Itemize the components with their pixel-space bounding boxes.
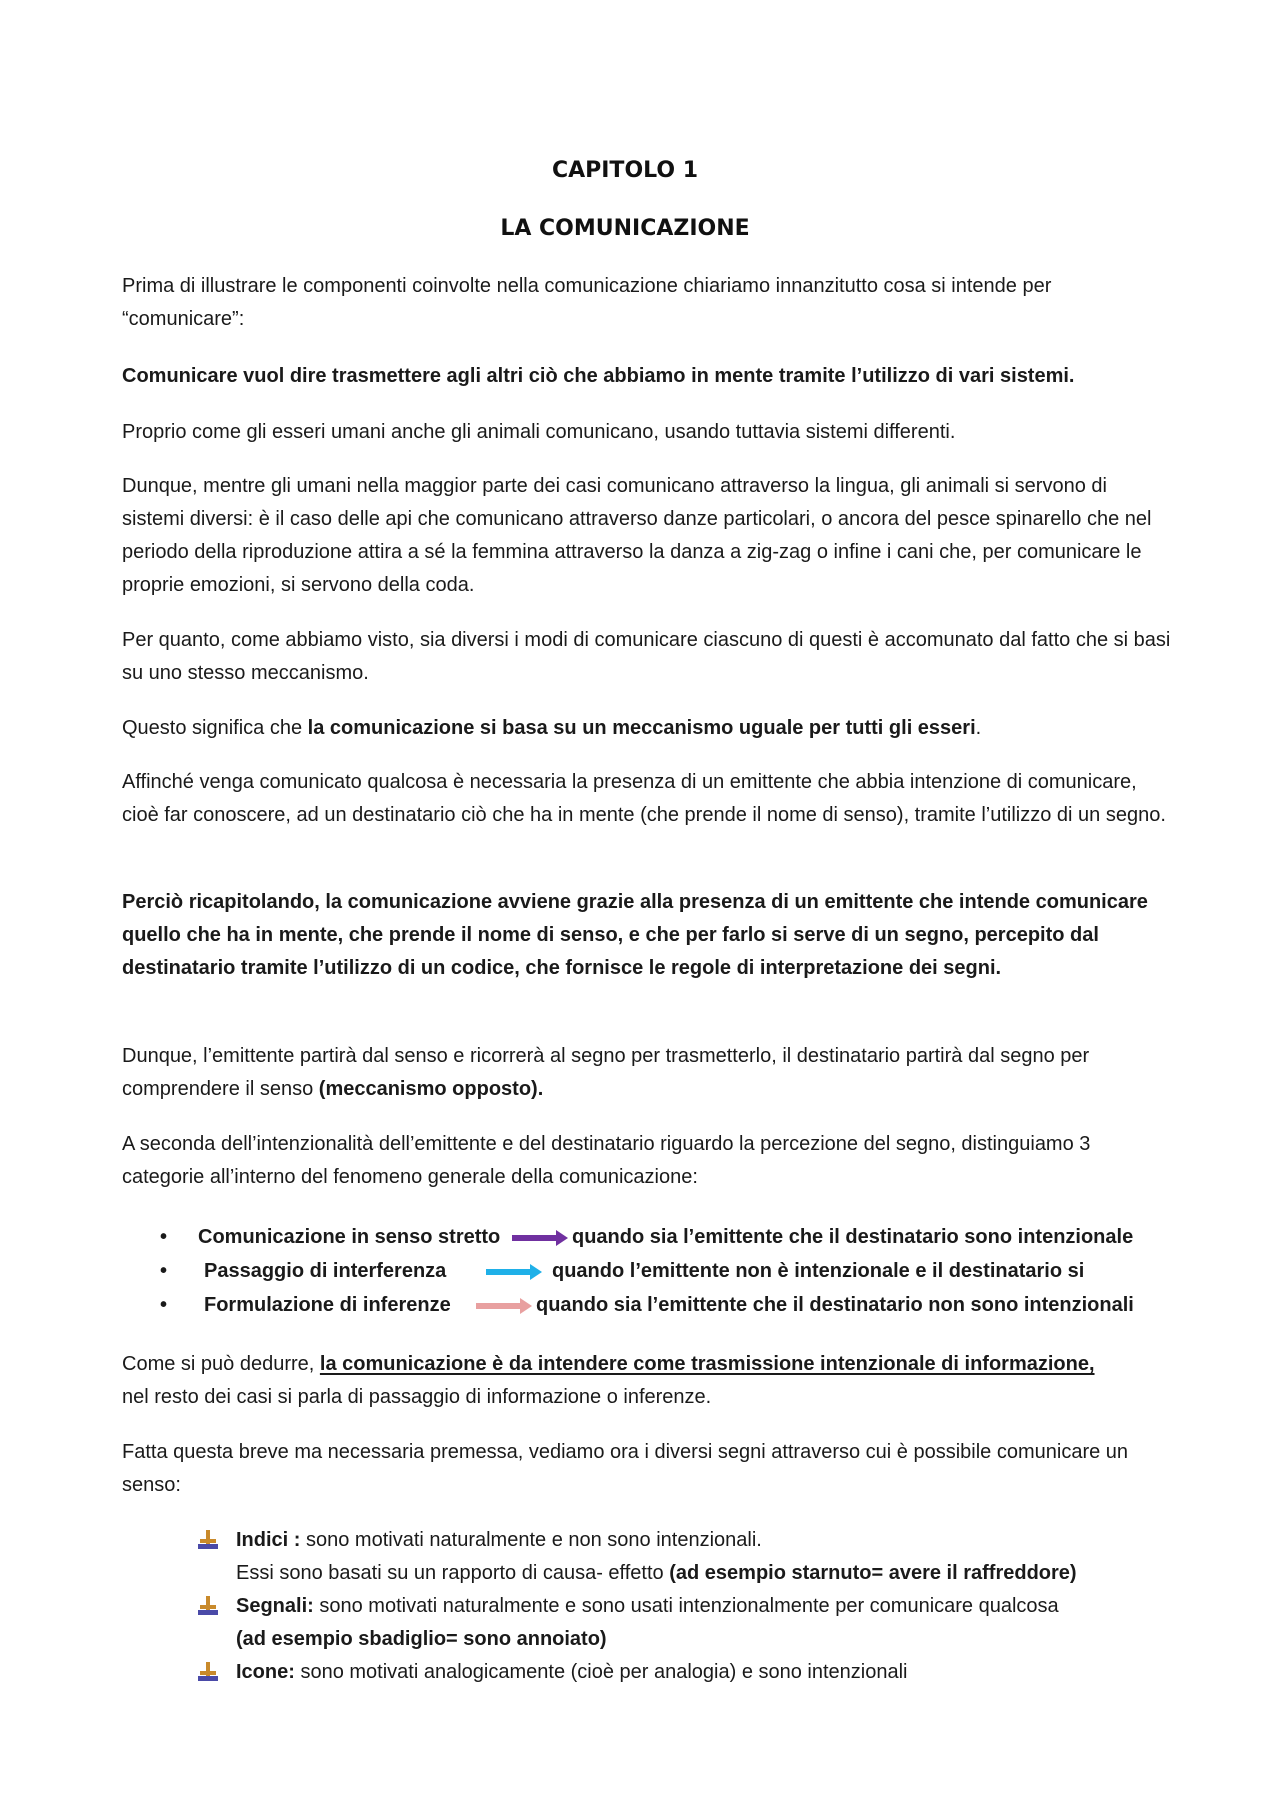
category-item	[160, 1289, 1180, 1322]
sign-line	[236, 1623, 1166, 1656]
bullet: •	[160, 1260, 168, 1282]
sign-term: Indici :	[236, 1529, 301, 1551]
purple-arrow-icon	[512, 1230, 568, 1246]
sign-detail: Essi sono basati su un rapporto di causa- effetto	[236, 1562, 670, 1584]
deduction-rest: nel resto dei casi si parla di passaggio di informazione o inferenze.	[122, 1386, 712, 1408]
category-description: quando l’emittente non è intenzionale e il destinatario si	[552, 1260, 1085, 1282]
sign-definition: sono motivati naturalmente e non sono intenzionali.	[300, 1529, 762, 1551]
systems-paragraph: Dunque, mentre gli umani nella maggior parte dei casi comunicano attraverso la lingua, gli animali si servono di sistemi diversi: è il caso delle api che comunicano attraverso danze particolari, o ancora del pesce spinarello che nel periodo della riproduzione attira a sé la femmina attraverso la danza a zig-zag o infine i cani che, per comunicare le proprie emozioni, si servono della coda.	[122, 475, 1152, 596]
mechanism-paragraph: Per quanto, come abbiamo visto, sia diversi i modi di comunicare ciascuno di questi è accomunato dal fatto che si basi su uno stesso meccanismo.	[122, 629, 1171, 684]
recap-paragraph: Perciò ricapitolando, la comunicazione avviene grazie alla presenza di un emittente che intende comunicare quello che ha in mente, che prende il nome di senso, e che per farlo si serve di un segno, percepito dal destinatario tramite l’utilizzo di un codice, che fornisce le regole di interpretazione dei segni.	[122, 891, 1148, 979]
category-item	[160, 1221, 1180, 1254]
category-label: Comunicazione in senso stretto	[198, 1226, 501, 1248]
bullet: •	[160, 1294, 168, 1316]
categories-intro-paragraph: A seconda dell’intenzionalità dell’emittente e del destinatario riguardo la percezione del segno, distinguiamo 3 categorie all’interno del fenomeno generale della comunicazione:	[122, 1133, 1091, 1188]
mechanism-summary-end: .	[975, 717, 982, 739]
deduction-paragraph	[122, 1348, 1172, 1414]
deduction-underlined	[320, 1353, 1095, 1375]
category-label: Formulazione di inferenze	[204, 1294, 451, 1316]
opposite-mechanism-text: Dunque, l’emittente partirà dal senso e ricorrerà al segno per trasmetterlo, il destinatario partirà dal segno per comprendere il senso	[122, 1045, 1090, 1100]
bullet: •	[160, 1226, 168, 1248]
sign-line	[236, 1524, 1166, 1557]
sign-marker-icon	[198, 1596, 218, 1616]
sign-marker-icon	[198, 1662, 218, 1682]
signs-intro-paragraph: Fatta questa breve ma necessaria premessa, vediamo ora i diversi segni attraverso cui è possibile comunicare un senso:	[122, 1441, 1129, 1496]
sign-line	[236, 1590, 1166, 1623]
pink-arrow-icon	[476, 1298, 532, 1314]
category-description: quando sia l’emittente che il destinatario non sono intenzionali	[536, 1294, 1134, 1316]
sign-line	[236, 1656, 1166, 1689]
sign-term: Segnali:	[236, 1595, 314, 1617]
sign-example: (ad esempio sbadiglio= sono annoiato)	[236, 1628, 607, 1650]
opposite-mechanism-paragraph	[122, 1040, 1172, 1106]
chapter-heading: CAPITOLO 1	[551, 158, 699, 183]
emitter-paragraph: Affinché venga comunicato qualcosa è necessaria la presenza di un emittente che abbia intenzione di comunicare, cioè far conoscere, ad un destinatario ciò che ha in mente (che prende il nome di senso), tramite l’utilizzo di un segno.	[122, 771, 1166, 826]
animals-paragraph: Proprio come gli esseri umani anche gli animali comunicano, usando tuttavia sistemi differenti.	[122, 421, 956, 443]
chapter-title: LA COMUNICAZIONE	[500, 216, 750, 241]
mechanism-summary-bold: la comunicazione si basa su un meccanismo uguale per tutti gli esseri	[307, 717, 976, 739]
blue-arrow-icon	[486, 1264, 542, 1280]
sign-definition: sono motivati analogicamente (cioè per analogia) e sono intenzionali	[294, 1661, 908, 1683]
sign-example: (ad esempio starnuto= avere il raffreddore)	[669, 1562, 1077, 1584]
intro-paragraph: Prima di illustrare le componenti coinvolte nella comunicazione chiariamo innanzitutto cosa si intende per “comunicare”:	[122, 275, 1052, 330]
mechanism-summary-text: Questo significa che	[122, 717, 308, 739]
category-description: quando sia l’emittente che il destinatario sono intenzionale	[572, 1226, 1134, 1248]
category-item	[160, 1255, 1180, 1288]
mechanism-summary-paragraph	[122, 712, 1172, 745]
deduction-text: Come si può dedurre,	[122, 1353, 320, 1375]
category-label: Passaggio di interferenza	[204, 1260, 447, 1282]
sign-term: Icone:	[236, 1661, 295, 1683]
opposite-mechanism-bold: (meccanismo opposto).	[318, 1078, 544, 1100]
sign-line	[236, 1557, 1166, 1590]
deduction-underlined-text: la comunicazione è da intendere come trasmissione intenzionale di informazione,	[319, 1353, 1095, 1375]
sign-definition: sono motivati naturalmente e sono usati intenzionalmente per comunicare qualcosa	[313, 1595, 1059, 1617]
sign-marker-icon	[198, 1530, 218, 1550]
definition-paragraph: Comunicare vuol dire trasmettere agli altri ciò che abbiamo in mente tramite l’utilizzo di vari sistemi.	[122, 365, 1075, 387]
